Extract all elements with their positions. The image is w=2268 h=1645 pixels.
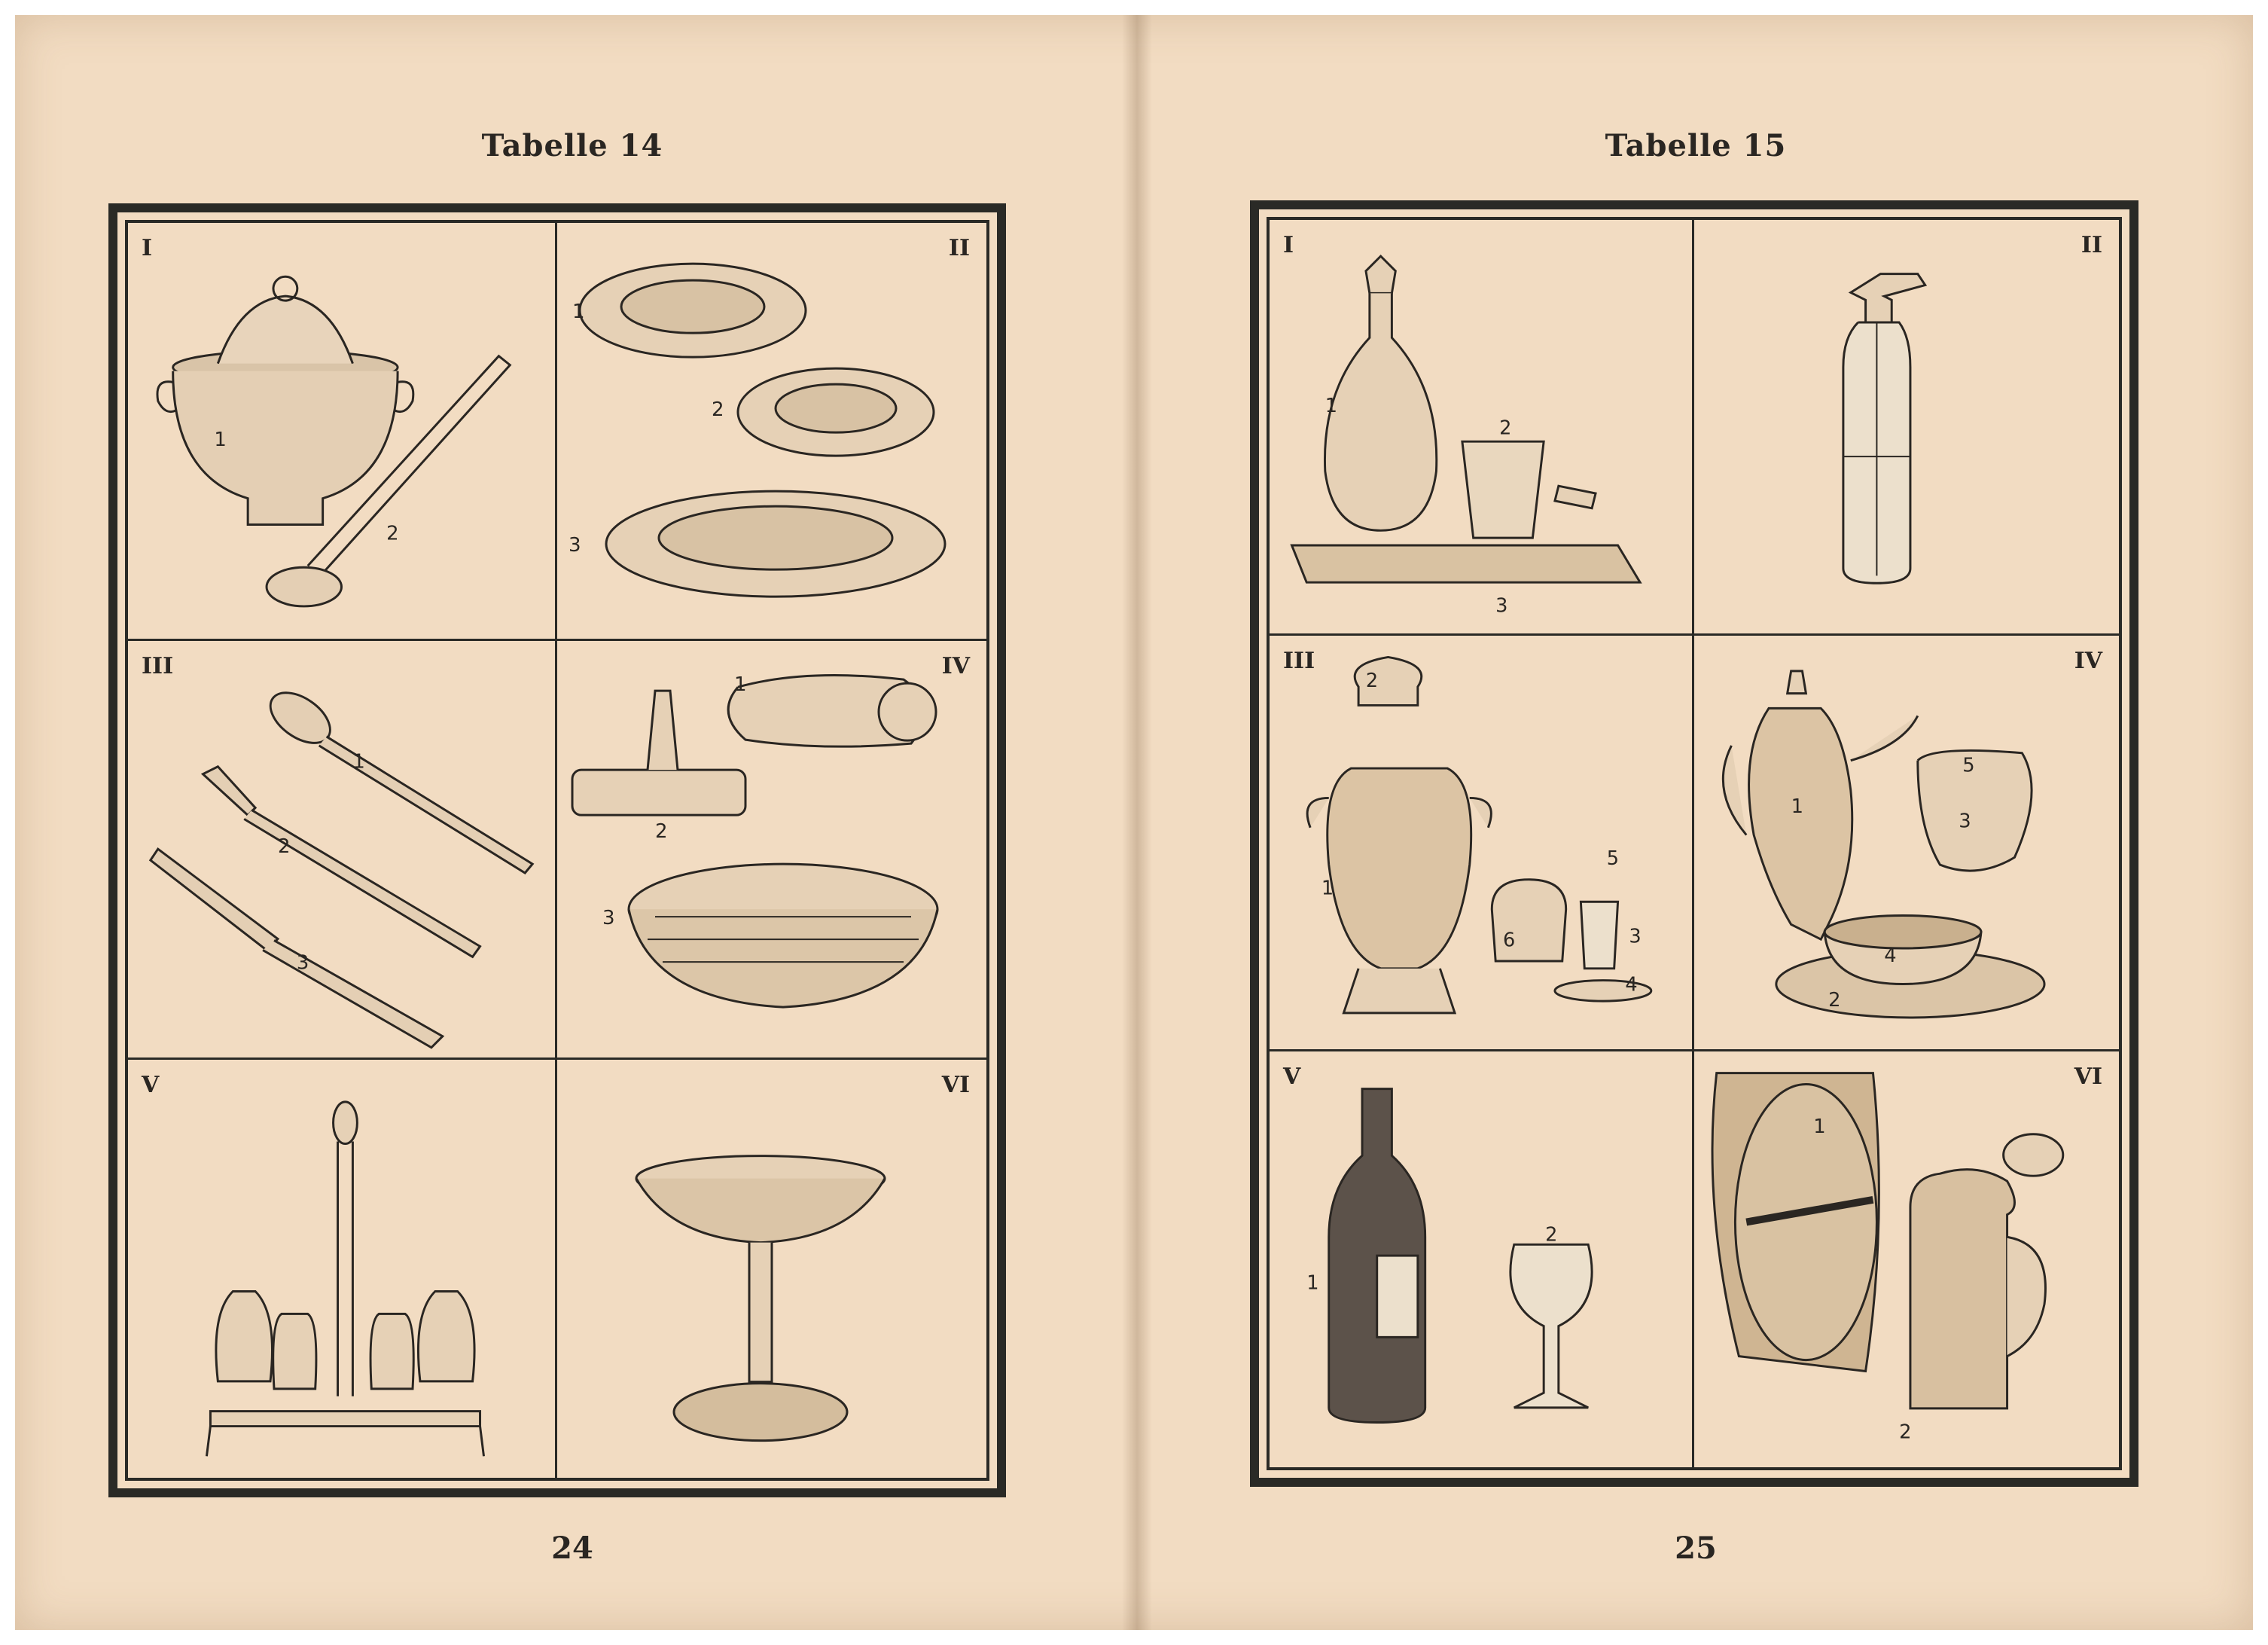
- cell-roman-numeral: III: [142, 653, 174, 680]
- cell-item-number: 1: [1813, 1115, 1826, 1138]
- cell-item-number: 2: [655, 820, 668, 844]
- right-plate-frame: [1250, 200, 2138, 1487]
- book-spread: [15, 15, 2253, 1630]
- plate-14-cell-2: [557, 223, 986, 641]
- cell-roman-numeral: III: [1283, 648, 1315, 674]
- cell-item-number: 2: [712, 398, 724, 422]
- cell-item-number: 2: [1899, 1421, 1912, 1444]
- cell-item-number: 3: [1629, 925, 1642, 948]
- plate-14-cell-3: [128, 641, 557, 1059]
- fruit-bowl-on-stand-icon: [557, 1060, 986, 1478]
- plate-15-cell-2: [1694, 220, 2119, 636]
- left-page-number: 24: [551, 1531, 593, 1566]
- left-plate-frame: [108, 203, 1006, 1497]
- cell-item-number: 3: [1959, 810, 1971, 833]
- cell-item-number: 6: [1503, 929, 1516, 952]
- cell-roman-numeral: V: [142, 1071, 160, 1098]
- cell-item-number: 2: [1499, 417, 1512, 440]
- cell-item-number: 1: [352, 751, 365, 774]
- cell-roman-numeral: V: [1283, 1064, 1301, 1090]
- cell-item-number: 5: [1606, 847, 1620, 871]
- cell-item-number: 1: [572, 301, 585, 324]
- right-page-title: Tabelle 15: [1605, 128, 1787, 163]
- cell-item-number: 3: [569, 534, 581, 557]
- cell-roman-numeral: II: [2081, 232, 2102, 258]
- cell-item-number: 3: [296, 951, 309, 975]
- plate-14-cell-4: [557, 641, 986, 1059]
- coffee-pot-cup-icon: [1694, 636, 2119, 1049]
- cell-roman-numeral: IV: [941, 653, 970, 680]
- cell-item-number: 3: [1495, 594, 1508, 618]
- soup-tureen-and-ladle-icon: [128, 223, 555, 639]
- samovar-tea-set-icon: [1270, 636, 1692, 1049]
- right-page: [1139, 15, 2253, 1630]
- plate-15-cell-3: [1270, 636, 1694, 1051]
- plates-icon: [557, 223, 986, 639]
- cell-item-number: 1: [214, 429, 227, 452]
- plate-14-cell-5: [128, 1060, 557, 1478]
- plate-14-cell-6: [557, 1060, 986, 1478]
- cell-item-number: 4: [1884, 944, 1897, 967]
- cell-roman-numeral: VI: [941, 1071, 970, 1098]
- cell-roman-numeral: IV: [2074, 648, 2102, 674]
- plate-15-cell-6: [1694, 1051, 2119, 1467]
- cutlery-icon: [128, 641, 555, 1057]
- cell-item-number: 1: [1321, 877, 1334, 900]
- left-page-title: Tabelle 14: [481, 128, 663, 163]
- plate-15-cell-5: [1270, 1051, 1694, 1467]
- cell-item-number: 2: [1828, 989, 1841, 1012]
- cell-roman-numeral: II: [948, 235, 970, 261]
- carafe-glass-tray-icon: [1270, 220, 1692, 633]
- napkin-salt-cellar-bread-basket-icon: [557, 641, 986, 1057]
- cell-item-number: 2: [277, 835, 291, 859]
- cell-roman-numeral: I: [1283, 232, 1294, 258]
- soda-siphon-icon: [1694, 220, 2119, 633]
- cell-item-number: 3: [602, 907, 615, 930]
- cell-item-number: 1: [1791, 795, 1804, 818]
- beer-barrel-mug-icon: [1694, 1051, 2119, 1467]
- plate-15-cell-4: [1694, 636, 2119, 1051]
- wine-bottle-glass-icon: [1270, 1051, 1692, 1467]
- cell-item-number: 4: [1625, 973, 1638, 996]
- right-page-number: 25: [1675, 1531, 1717, 1566]
- cell-roman-numeral: I: [142, 235, 153, 261]
- cruet-stand-icon: [128, 1060, 555, 1478]
- cell-item-number: 1: [734, 673, 747, 697]
- plate-15-cell-1: [1270, 220, 1694, 636]
- cell-item-number: 5: [1962, 754, 1975, 777]
- cell-item-number: 2: [386, 522, 399, 545]
- cell-item-number: 1: [1306, 1271, 1319, 1295]
- plate-14-cell-1: [128, 223, 557, 641]
- left-page: [15, 15, 1129, 1630]
- cell-roman-numeral: VI: [2074, 1064, 2102, 1090]
- cell-item-number: 1: [1325, 394, 1338, 417]
- cell-item-number: 2: [1365, 669, 1379, 692]
- cell-item-number: 2: [1545, 1223, 1558, 1247]
